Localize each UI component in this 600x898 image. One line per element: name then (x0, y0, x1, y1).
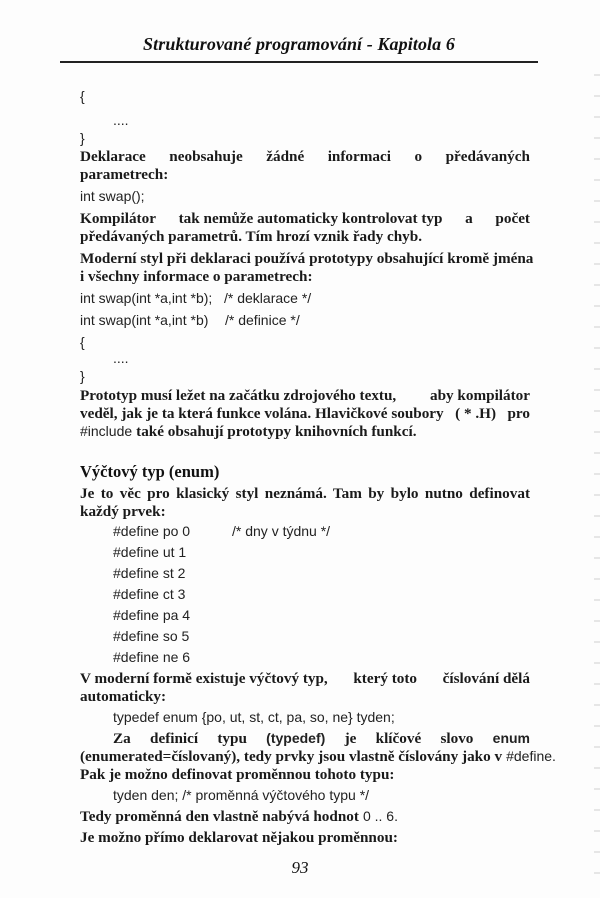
paragraph-line: parametrech: (80, 166, 169, 183)
word: slovo (440, 730, 474, 747)
paragraph-line (80, 748, 556, 766)
paragraph-line (80, 148, 530, 166)
define-line: #define po 0 (113, 523, 191, 539)
word: typu (217, 730, 247, 747)
word: tak nemůže automaticky kontrolovat typ (178, 210, 443, 227)
text: Tedy proměnná den vlastně nabývá hodnot (80, 808, 359, 825)
code-line: int swap(int *a,int *b) (80, 312, 209, 328)
paragraph-line: Je to věc pro klasický styl neznámá. Tam by bylo nutno definovat (80, 485, 530, 502)
text: který toto (353, 670, 418, 687)
text: Prototyp musí ležet na začátku zdrojového textu, (80, 387, 397, 404)
code-comment: /* dny v týdnu */ (232, 523, 331, 539)
define-line: #define so 5 (113, 628, 190, 644)
word: Deklarace (80, 148, 146, 165)
text: ( * .H) (455, 405, 497, 422)
word: (typedef) (266, 730, 326, 746)
page-edge-bleed (594, 60, 600, 880)
page-number: 93 (291, 858, 309, 877)
text: aby kompilátor (430, 387, 530, 404)
word: žádné (266, 148, 305, 165)
paragraph-line: Pak je možno definovat proměnnou tohoto typu: (80, 766, 395, 783)
text: pro (507, 405, 530, 422)
word: o (414, 148, 423, 165)
paragraph-line: každý prvek: (80, 503, 166, 520)
code-comment: /* deklarace */ (224, 290, 312, 306)
ellipsis: .... (113, 112, 129, 128)
word: informaci (327, 148, 391, 165)
text: také obsahují prototypy knihovních funkcí. (136, 423, 417, 440)
paragraph-line: Je možno přímo deklarovat nějakou proměnnou: (80, 829, 398, 846)
word: Kompilátor (80, 210, 156, 227)
close-brace: } (80, 130, 85, 146)
code-line: typedef enum {po, ut, st, ct, pa, so, ne} tyden; (113, 709, 395, 725)
word: definicí (150, 730, 199, 747)
text: (enumerated=číslovaný), tedy prvky jsou vlastně číslovány jako v (80, 748, 503, 765)
code-line: tyden den; /* proměnná výčtového typu */ (113, 787, 370, 803)
paragraph-line (113, 730, 530, 748)
inline-code: 0 .. 6. (362, 808, 398, 824)
open-brace: { (80, 88, 85, 104)
text: V moderní formě existuje výčtový typ, (80, 670, 328, 687)
paragraph-line (80, 670, 530, 688)
inline-code: #include (80, 423, 133, 439)
paragraph-line: předávaných parametrů. Tím hrozí vznik řady chyb. (80, 228, 423, 245)
ellipsis: .... (113, 350, 129, 366)
paragraph-line (80, 387, 530, 405)
header-rule (60, 61, 538, 63)
code-line: int swap(); (80, 188, 145, 204)
word: klíčové (375, 730, 422, 747)
word: je (344, 730, 357, 747)
paragraph-line: i všechny informace o parametrech: (80, 268, 313, 285)
code-comment: /* definice */ (225, 312, 300, 328)
text: vedĕl, jak je ta která funkce volána. Hlavičkové soubory (80, 405, 444, 422)
paragraph-line (80, 808, 398, 826)
define-line: #define ut 1 (113, 544, 187, 560)
paragraph-line: automaticky: (80, 688, 167, 705)
open-brace: { (80, 334, 85, 350)
word: a (465, 210, 473, 227)
paragraph-line (80, 405, 530, 423)
word: neobsahuje (169, 148, 243, 165)
define-line: #define ct 3 (113, 586, 186, 602)
paragraph-line (80, 423, 417, 441)
word: předávaných (445, 148, 530, 165)
close-brace: } (80, 368, 85, 384)
word: Za (113, 730, 131, 747)
word: počet (495, 210, 530, 227)
paragraph-line (80, 210, 530, 228)
paragraph-line: Moderní styl při deklaraci používá prototypy obsahující kromě jména (80, 250, 534, 267)
define-line: #define st 2 (113, 565, 186, 581)
word: enum (492, 730, 530, 746)
define-line: #define ne 6 (113, 649, 191, 665)
running-header: Strukturované programování - Kapitola 6 (143, 34, 455, 54)
text: číslování dělá (442, 670, 530, 687)
inline-code: #define. (506, 748, 556, 764)
define-line: #define pa 4 (113, 607, 191, 623)
section-heading: Výčtový typ (enum) (80, 462, 220, 481)
code-line: int swap(int *a,int *b); (80, 290, 213, 306)
